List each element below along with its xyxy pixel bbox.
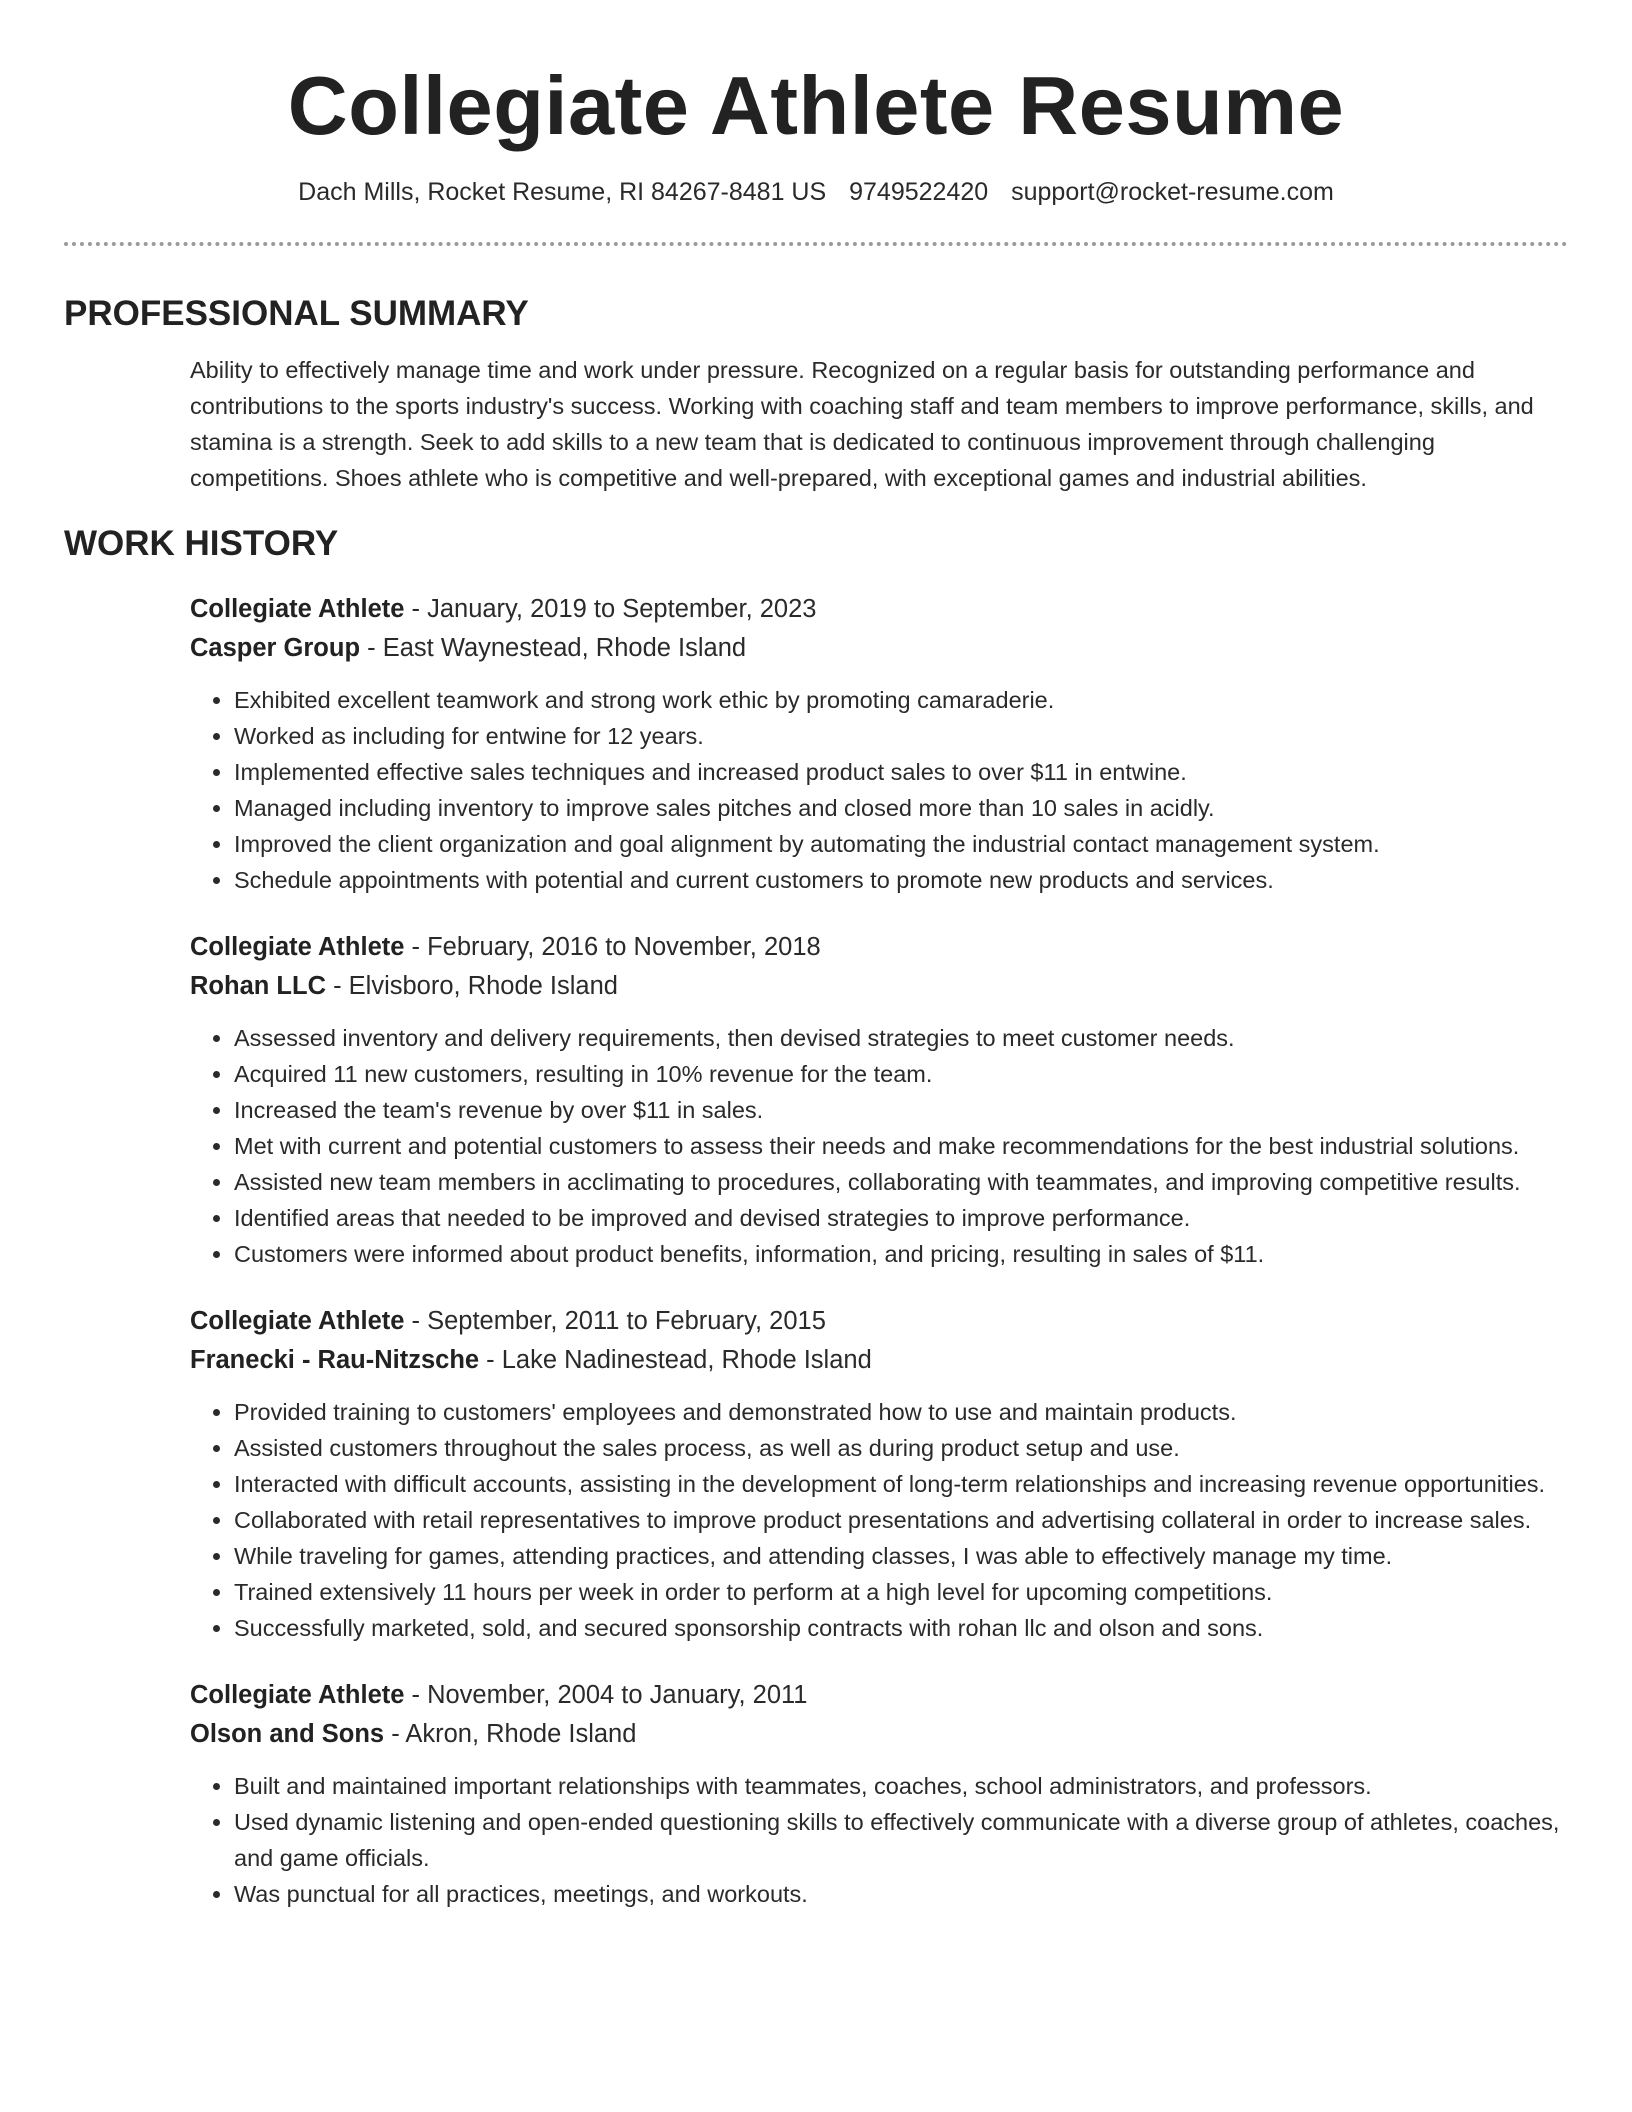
job-bullet: • Assessed inventory and delivery requirements, then devised strategies to meet customer needs. <box>234 1020 1568 1056</box>
job-dates: - February, 2016 to November, 2018 <box>404 933 821 961</box>
header-divider <box>64 242 1568 246</box>
job-company: Franecki - Rau-Nitzsche <box>190 1346 480 1374</box>
job-location: - Elvisboro, Rhode Island <box>325 972 618 1000</box>
job-bullet: • Improved the client organization and goal alignment by automating the industrial contact management system. <box>234 826 1568 862</box>
job-bullet: • While traveling for games, attending practices, and attending classes, I was able to effectively manage my time. <box>234 1538 1568 1574</box>
job-bullet: • Trained extensively 11 hours per week in order to perform at a high level for upcoming competitions. <box>234 1574 1568 1610</box>
job-role-line <box>190 1676 1568 1715</box>
job-company-line <box>190 1715 1568 1754</box>
work-history-heading: WORK HISTORY <box>64 524 339 563</box>
job-company-line <box>190 1341 1568 1380</box>
job-bullet: • Managed including inventory to improve sales pitches and closed more than 10 sales in acidly. <box>234 790 1568 826</box>
job-role-line <box>190 590 1568 629</box>
job-bullet: • Assisted new team members in acclimating to procedures, collaborating with teammates, and improving competitive results. <box>234 1164 1568 1200</box>
job-role: Collegiate Athlete <box>190 1307 405 1335</box>
job-company: Casper Group <box>190 634 361 662</box>
job-bullet: • Increased the team's revenue by over $11 in sales. <box>234 1092 1568 1128</box>
resume-page <box>64 0 1568 1912</box>
job-entry <box>190 590 1568 898</box>
job-bullets <box>190 1020 1568 1272</box>
job-entry <box>190 1676 1568 1912</box>
job-bullet: • Successfully marketed, sold, and secured sponsorship contracts with rohan llc and olson and sons. <box>234 1610 1568 1646</box>
job-dates: - September, 2011 to February, 2015 <box>404 1307 826 1335</box>
job-bullet: • Acquired 11 new customers, resulting in 10% revenue for the team. <box>234 1056 1568 1092</box>
resume-title: Collegiate Athlete Resume <box>287 59 1345 152</box>
job-dates: - January, 2019 to September, 2023 <box>404 595 817 623</box>
job-entry <box>190 928 1568 1272</box>
job-bullet: • Used dynamic listening and open-ended questioning skills to effectively communicate with a diverse group of athletes, coaches, and game officials. <box>234 1804 1568 1876</box>
job-bullets <box>190 1768 1568 1912</box>
job-role-line <box>190 1302 1568 1341</box>
job-role: Collegiate Athlete <box>190 595 405 623</box>
job-company-line <box>190 629 1568 668</box>
job-bullet: • Collaborated with retail representatives to improve product presentations and advertising collateral in order to increase sales. <box>234 1502 1568 1538</box>
job-company: Olson and Sons <box>190 1720 385 1748</box>
job-location: - Lake Nadinestead, Rhode Island <box>479 1346 872 1374</box>
job-role: Collegiate Athlete <box>190 1681 405 1709</box>
job-location: - Akron, Rhode Island <box>384 1720 637 1748</box>
job-bullets <box>190 1394 1568 1646</box>
job-entry <box>190 1302 1568 1646</box>
job-company-line <box>190 967 1568 1006</box>
job-role-line <box>190 928 1568 967</box>
job-bullets <box>190 682 1568 898</box>
contact-email: support@rocket-resume.com <box>1011 178 1334 206</box>
job-bullet: • Implemented effective sales techniques and increased product sales to over $11 in entwine. <box>234 754 1568 790</box>
contact-line <box>64 176 1568 208</box>
job-bullet: • Worked as including for entwine for 12 years. <box>234 718 1568 754</box>
summary-heading: PROFESSIONAL SUMMARY <box>64 294 529 333</box>
job-bullet: • Exhibited excellent teamwork and strong work ethic by promoting camaraderie. <box>234 682 1568 718</box>
contact-phone: 9749522420 <box>849 178 989 206</box>
job-dates: - November, 2004 to January, 2011 <box>404 1681 808 1709</box>
job-location: - East Waynestead, Rhode Island <box>360 634 747 662</box>
job-bullet: • Met with current and potential customers to assess their needs and make recommendations for the best industrial solutions. <box>234 1128 1568 1164</box>
job-bullet: • Customers were informed about product benefits, information, and pricing, resulting in sales of $11. <box>234 1236 1568 1272</box>
job-bullet: • Identified areas that needed to be improved and devised strategies to improve performance. <box>234 1200 1568 1236</box>
job-bullet: • Schedule appointments with potential and current customers to promote new products and services. <box>234 862 1568 898</box>
job-bullet: • Assisted customers throughout the sales process, as well as during product setup and use. <box>234 1430 1568 1466</box>
job-role: Collegiate Athlete <box>190 933 405 961</box>
job-bullet: • Was punctual for all practices, meetings, and workouts. <box>234 1876 1568 1912</box>
job-bullet: • Interacted with difficult accounts, assisting in the development of long-term relationships and increasing revenue opportunities. <box>234 1466 1568 1502</box>
contact-address: Dach Mills, Rocket Resume, RI 84267-8481 US <box>298 178 827 206</box>
job-bullet: • Built and maintained important relationships with teammates, coaches, school administrators, and professors. <box>234 1768 1568 1804</box>
summary-text: Ability to effectively manage time and work under pressure. Recognized on a regular basis for outstanding performance and contributions to the sports industry's success. Working with coaching staff and team members to improve performance, skills, and stamina is a strength. Seek to add skills to a new team that is dedicated to continuous improvement through challenging competitions. Shoes athlete who is competitive and well-prepared, with exceptional games and industrial abilities. <box>190 357 1534 491</box>
job-company: Rohan LLC <box>190 972 326 1000</box>
job-bullet: • Provided training to customers' employees and demonstrated how to use and maintain products. <box>234 1394 1568 1430</box>
